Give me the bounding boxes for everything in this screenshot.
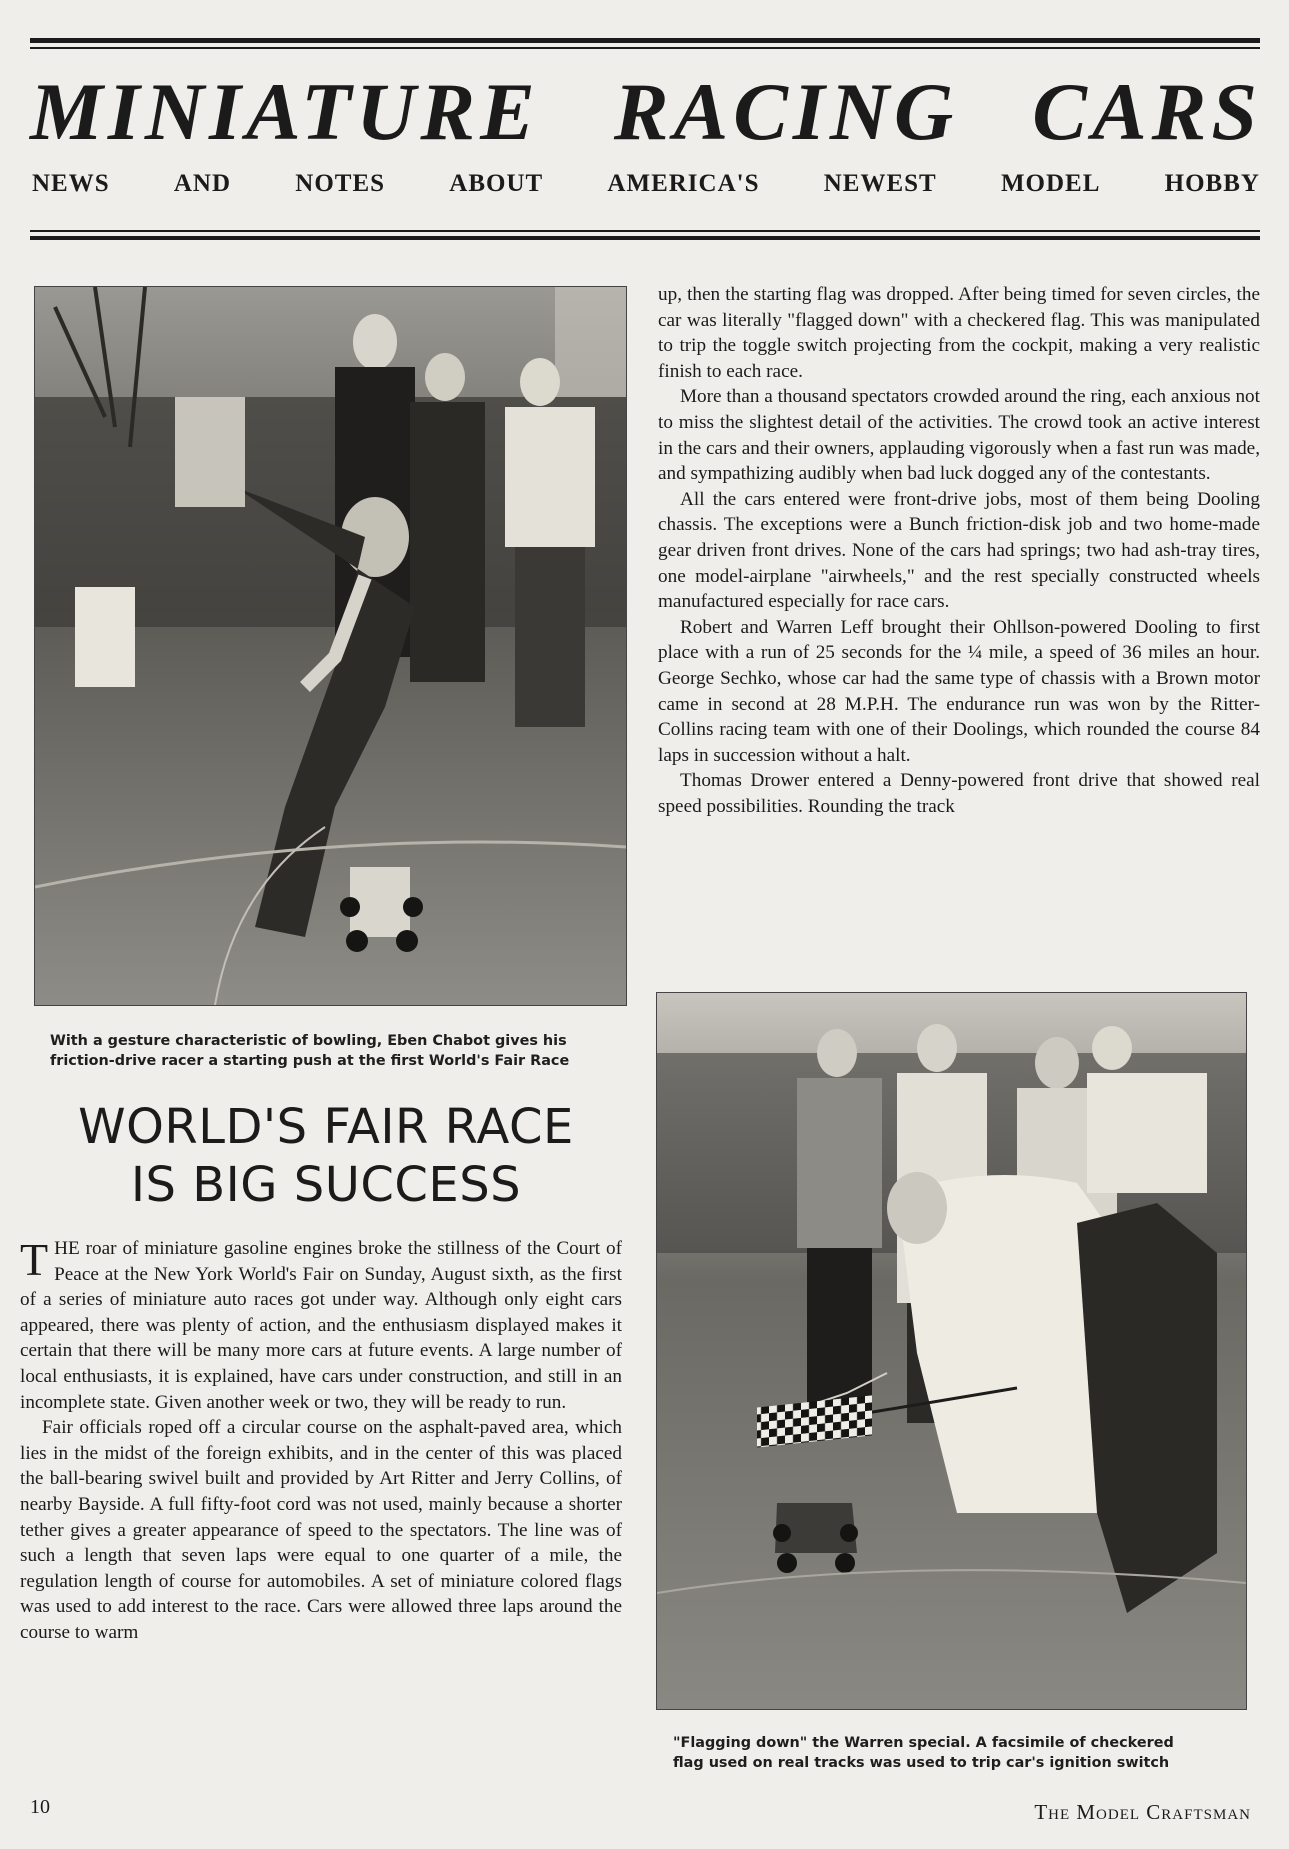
drop-cap: T <box>20 1234 49 1285</box>
header-rule-thin <box>30 230 1260 232</box>
masthead-word: RACING <box>613 66 959 157</box>
subtitle-word: AND <box>173 170 232 197</box>
photo2-caption-line: flag used on real tracks was used to trip car's ignition switch <box>673 1755 1170 1771</box>
top-rule-thin <box>30 47 1260 49</box>
top-rule-thick <box>30 38 1260 43</box>
header-rule-thick <box>30 236 1260 240</box>
photo1-caption-line: With a gesture characteristic of bowling, Eben Chabot gives his <box>50 1033 567 1049</box>
article-paragraph: More than a thousand spectators crowded around the ring, each anxious not to miss the slightest detail of the activities. The crowd took an active interest in the cars and their owners, applauding vigorously when a fast run was made, and sympathizing audibly when bad luck dogged any of the contestants. <box>658 386 1260 485</box>
subtitle-word: MODEL <box>1000 170 1101 197</box>
photo-bowling-start <box>34 286 627 1006</box>
photo1-caption <box>50 1031 630 1071</box>
subtitle-word: AMERICA'S <box>607 170 760 197</box>
right-column <box>658 282 1260 819</box>
page-number: 10 <box>30 1796 50 1818</box>
article-paragraph: up, then the starting flag was dropped. After being timed for seven circles, the car was literally "flagged down" with a checkered flag. This was manipulated to trip the toggle switch projecting from the cockpit, making a very realistic finish to each race. <box>658 284 1260 382</box>
subtitle-word: NEWS <box>32 170 110 197</box>
article-paragraph <box>20 1236 622 1415</box>
article-paragraph: Fair officials roped off a circular course on the asphalt-paved area, which lies in the midst of the foreign exhibits, and in the center of this was placed the ball-bearing swivel built and provided by Art Ritter and Jerry Collins, of nearby Bayside. A full fifty-foot cord was not used, mainly because a shorter tether gives a greater appearance of speed to the spectators. The line was of such a length that seven laps were equal to one quarter of a mile, the regulation length of course for automobiles. A set of miniature colored flags was used to add interest to the race. Cars were allowed three laps around the course to warm <box>20 1417 622 1643</box>
photo2-caption-line: "Flagging down" the Warren special. A facsimile of checkered <box>673 1735 1174 1751</box>
article-paragraph: Robert and Warren Leff brought their Ohllson-powered Dooling to first place with a run of 25 seconds for the ¼ mile, a speed of 36 miles an hour. George Sechko, whose car had the same type of chassis with a Brown motor came in second at 28 M.P.H. The endurance run was won by the Ritter-Collins racing team with one of their Doolings, which rounded the course 84 laps in succession without a halt. <box>658 616 1260 766</box>
masthead-word: CARS <box>1032 66 1262 157</box>
masthead-subtitle <box>32 170 1260 198</box>
article-paragraph: Thomas Drower entered a Denny-powered front drive that showed real speed possibilities. Rounding the track <box>658 770 1260 817</box>
headline-line: IS BIG SUCCESS <box>130 1157 522 1213</box>
photo-flagging-down <box>656 992 1247 1710</box>
photo2-caption <box>673 1733 1258 1773</box>
article-paragraph: All the cars entered were front-drive jobs, most of them being Dooling chassis. The exceptions were a Bunch friction-disk job and two home-made gear driven front drives. None of the cars had springs; two had ash-tray tires, one model-airplane "airwheels," and the rest specially constructed wheels manufactured especially for race cars. <box>658 488 1260 613</box>
subtitle-word: NOTES <box>295 170 386 197</box>
photo1-caption-line: friction-drive racer a starting push at the first World's Fair Race <box>50 1053 570 1069</box>
magazine-name: The Model Craftsman <box>1034 1800 1251 1824</box>
subtitle-word: ABOUT <box>449 170 544 197</box>
masthead-title <box>30 66 1262 158</box>
subtitle-word: NEWEST <box>823 170 937 197</box>
paragraph-text: HE roar of miniature gasoline engines broke the stillness of the Court of Peace at the New York World's Fair on Sunday, August sixth, as the first of a series of miniature auto races got under way. Although only eight cars appeared, there was plenty of action, and the enthusiasm displayed makes it certain that there will be many more cars at future events. A large number of local enthusiasts, it is explained, have cars under construction, and still in an incomplete state. Given another week or two, they will be ready to run. <box>20 1238 622 1413</box>
headline-line: WORLD'S FAIR RACE <box>78 1099 574 1155</box>
article-headline <box>36 1098 616 1214</box>
left-column <box>20 1236 622 1646</box>
subtitle-word: HOBBY <box>1164 170 1260 197</box>
masthead-word: MINIATURE <box>30 66 540 157</box>
